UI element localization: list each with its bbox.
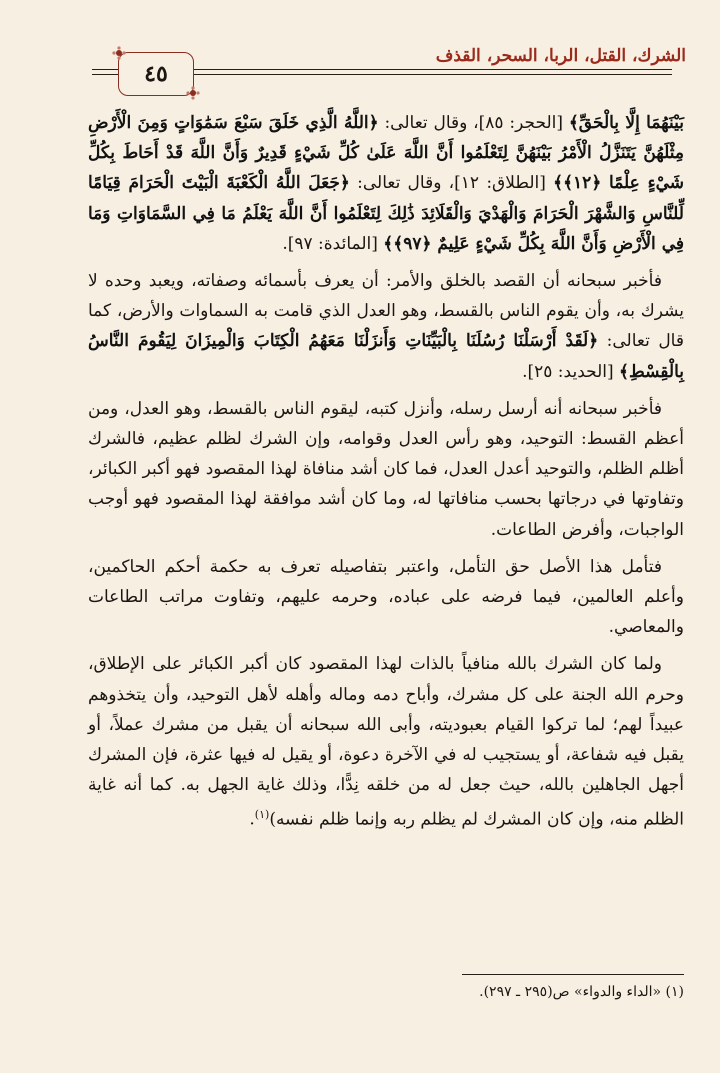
text-run: فأخبر سبحانه أنه أرسل رسله، وأنزل كتبه، ليقوم الناس بالقسط، وهو العدل، ومن أعظم القسط: التوحيد، وهو رأس العدل وقوامه، وإن الشرك لظلم عظيم، فالشرك أظلم الظلم، والتوحيد أعدل العدل، فما كان أشد منافاة لهذا المقصود فهو أكبر الكبائر، وتفاوتها في درجاتها بحسب منافاتها له، وما كان أشد موافقة لهذا المقصود فهو أوجب الواجبات، وأفرض الطاعات. — [88, 398, 684, 540]
quran-verse: ﴿جَعَلَ اللَّهُ الْكَعْبَةَ الْبَيْتَ الْحَرَامَ قِيَامًا لِّلنَّاسِ وَالشَّهْرَ الْحَرَامَ وَالْهَدْيَ وَالْقَلَائِدَ ذَٰلِكَ لِتَعْلَمُوا أَنَّ اللَّهَ يَعْلَمُ مَا فِي السَّمَاوَاتِ وَمَا فِي الْأَرْضِ وَأَنَّ اللَّهَ بِكُلِّ شَيْءٍ عَلِيمٌ ﴿٩٧﴾﴾ — [88, 173, 684, 254]
ornament-icon — [112, 46, 126, 60]
paragraph — [88, 108, 684, 259]
paragraph — [88, 649, 684, 835]
text-run: [الطلاق: ١٢]، وقال تعالى: — [349, 173, 554, 194]
quran-verse: بَيْنَهُمَا إِلَّا بِالْحَقِّ﴾ — [568, 113, 684, 133]
text-run: فتأمل هذا الأصل حق التأمل، واعتبر بتفاصيله تعرف به حكمة أحكم الحاكمين، وأعلم العالمين، فيما فرضه على عباده، وحرمه عليهم، وتفاوت مراتب الطاعات والمعاصي. — [88, 556, 684, 638]
ornament-icon — [186, 86, 200, 100]
text-run: ولما كان الشرك بالله منافياً بالذات لهذا المقصود كان أكبر الكبائر على الإطلاق، وحرم الله الجنة على كل مشرك، وأباح دمه وماله وأهله لأهل التوحيد، وأن يتخذوهم عبيداً لهم؛ لما تركوا القيام بعبوديته، وأبى الله سبحانه أن يقبل من مشرك عملاً، أو يقبل فيه شفاعة، أو يستجيب له في الآخرة دعوة، أو يقيل له فيها عثرة، فإن المشرك أجهل الجاهلين بالله، حيث جعل له من خلقه نِدًّا، وذلك غاية الجهل به. كما أنه غاية الظلم منه، وإن كان المشرك لم يظلم ربه وإنما ظلم نفسه) — [88, 654, 684, 831]
header-rule-right — [192, 69, 672, 70]
body-text — [88, 108, 684, 842]
text-run: [الحديد: ٢٥]. — [522, 361, 620, 382]
footnote-separator — [462, 974, 684, 975]
paragraph — [88, 552, 684, 643]
header-rule-right — [192, 74, 672, 75]
text-run: [المائدة: ٩٧]. — [282, 233, 384, 254]
quran-verse: ﴿اللَّهُ الَّذِي خَلَقَ سَبْعَ سَمَٰوَاتٍ وَمِنَ الْأَرْضِ مِثْلَهُنَّ يَتَنَزَّلُ الْأَمْرُ بَيْنَهُنَّ لِتَعْلَمُوا أَنَّ اللَّهَ عَلَىٰ كُلِّ شَيْءٍ قَدِيرٌ وَأَنَّ اللَّهَ قَدْ أَحَاطَ بِكُلِّ شَيْءٍ عِلْمًا ﴿١٢﴾﴾ — [88, 113, 684, 194]
text-run: [الحجر: ٨٥]، وقال تعالى: — [378, 113, 569, 133]
text-run: فأخبر سبحانه أن القصد بالخلق والأمر: أن يعرف بأسمائه وصفاته، ويعبد وحده لا يشرك به، وأن يقوم الناس بالقسط، وهو العدل الذي قامت به السماوات والأرض، كما قال تعالى: — [88, 271, 684, 352]
header-rule-left — [92, 69, 118, 70]
quran-verse: ﴿لَقَدْ أَرْسَلْنَا رُسُلَنَا بِالْبَيِّنَاتِ وَأَنزَلْنَا مَعَهُمُ الْكِتَابَ وَالْمِيزَانَ لِيَقُومَ النَّاسُ بِالْقِسْطِ﴾ — [88, 331, 684, 382]
page-number: ٤٥ — [118, 52, 194, 96]
running-title: الشرك، القتل، الربا، السحر، القذف — [435, 46, 686, 66]
footnote: (١) «الداء والدواء» ص(٢٩٥ ـ ٢٩٧). — [479, 984, 684, 1000]
text-run: . — [249, 810, 255, 831]
paragraph — [88, 266, 684, 387]
header-rule-left — [92, 74, 118, 75]
paragraph — [88, 394, 684, 545]
page-header — [0, 0, 720, 100]
footnote-marker: (١) — [254, 808, 270, 822]
